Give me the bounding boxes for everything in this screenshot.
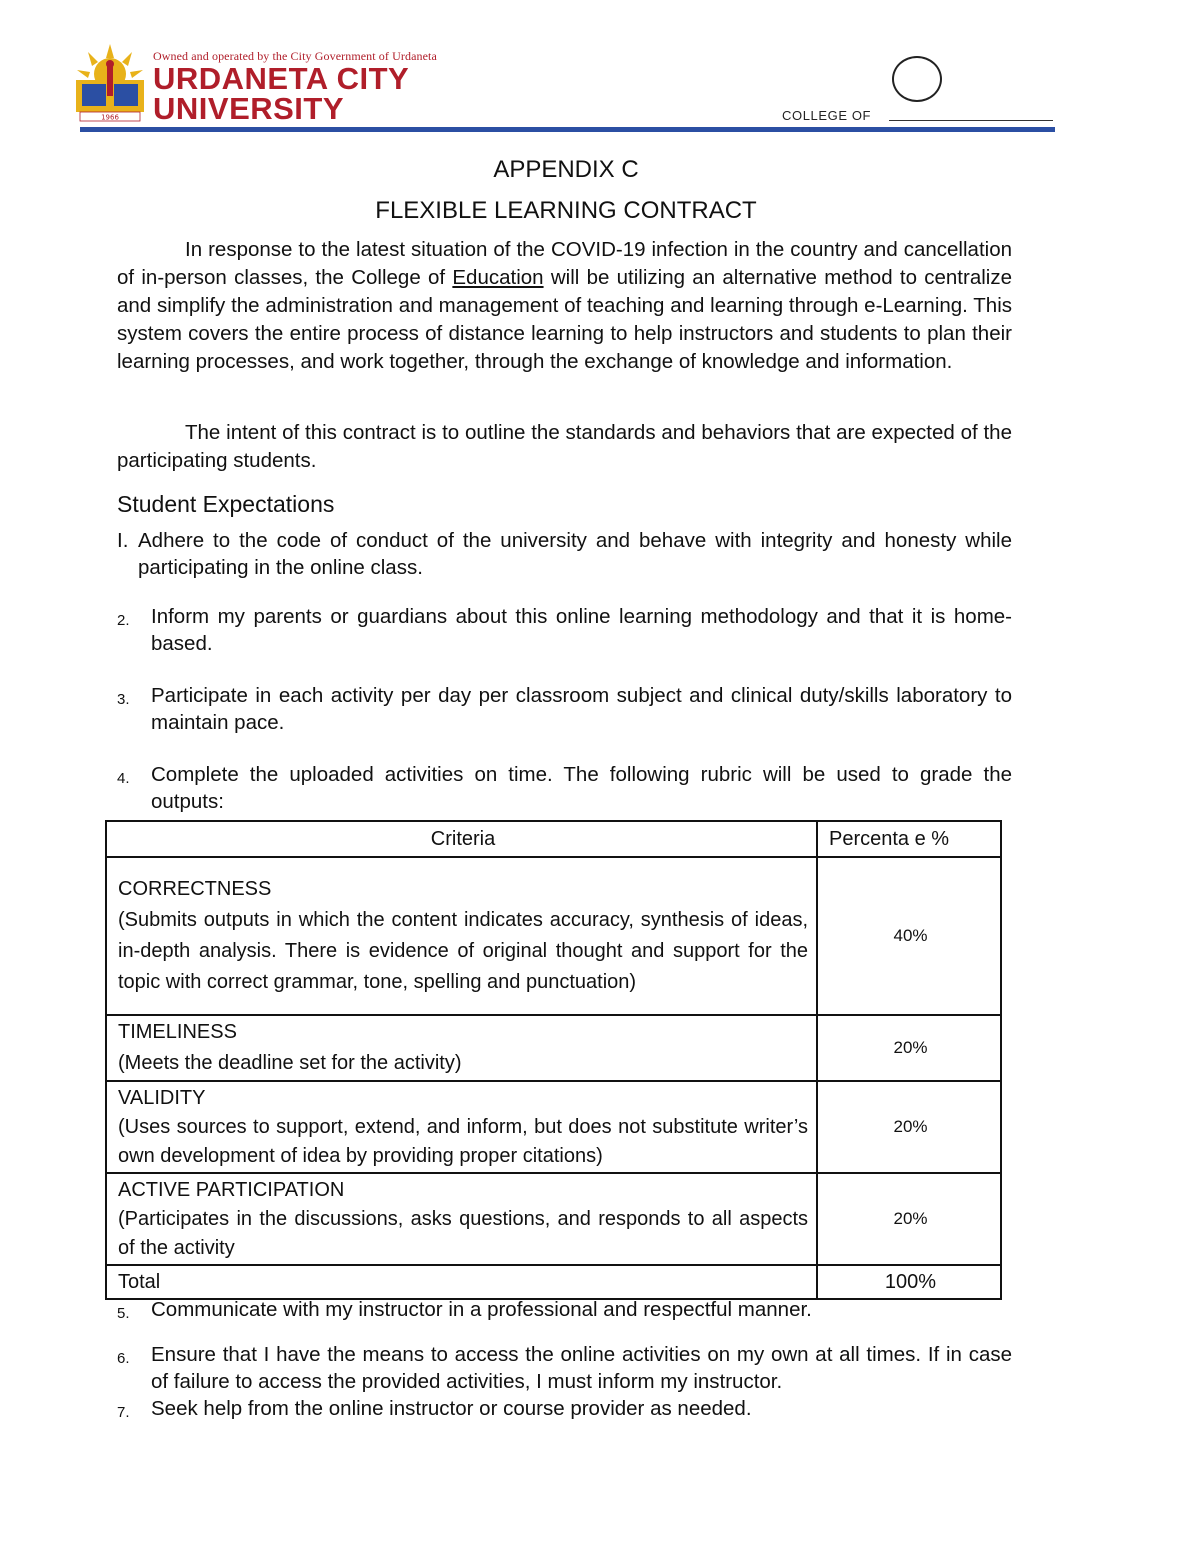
criteria-description: (Participates in the discussions, asks questions, and responds to all aspects of the activity — [118, 1207, 808, 1259]
owned-by-text: Owned and operated by the City Government of Urdaneta — [153, 49, 437, 63]
percentage-cell: 40% — [817, 857, 1001, 1015]
university-logo-icon — [74, 42, 146, 122]
contract-title: FLEXIBLE LEARNING CONTRACT — [375, 197, 757, 224]
percentage-header: Percenta e % — [817, 821, 1001, 857]
expectation-item — [117, 761, 1012, 815]
intent-text: The intent of this contract is to outline the standards and behaviors that are expected of the participating students. — [117, 421, 1012, 472]
expectation-item — [117, 1296, 1012, 1323]
item-text-content: Adhere to the code of conduct of the university and behave with integrity and honesty while participating in the online class. — [138, 529, 1012, 579]
criteria-header: Criteria — [106, 821, 817, 857]
item-number: 7. — [117, 1404, 130, 1421]
criteria-description: (Meets the deadline set for the activity) — [118, 1052, 462, 1074]
expectation-item — [117, 527, 1012, 581]
criteria-name: ACTIVE PARTICIPATION — [118, 1178, 345, 1201]
university-name-line1: URDANETA CITY — [153, 61, 410, 96]
college-seal-placeholder — [892, 56, 942, 102]
item-number: 3. — [117, 691, 130, 708]
criteria-name: TIMELINESS — [118, 1021, 237, 1043]
item-text — [138, 527, 1012, 581]
intro-text-start: In response to the latest situation of the COVID-19 infection in the country and cancellation of in-person classes, the College of — [117, 238, 1012, 289]
expectation-item — [117, 1341, 1012, 1395]
appendix-title: APPENDIX C — [493, 156, 639, 183]
criteria-description: (Submits outputs in which the content indicates accuracy, synthesis of ideas, in-depth analysis. There is evidence of original thought and support for the topic with correct grammar, tone, spelling and punctuation) — [118, 909, 808, 993]
expectation-item — [117, 682, 1012, 736]
rubric-table — [105, 820, 1002, 1300]
table-row — [106, 1081, 1001, 1173]
percentage-cell: 20% — [817, 1015, 1001, 1081]
letterhead — [0, 0, 1200, 145]
section-heading: Student Expectations — [117, 491, 335, 517]
college-blank-line — [889, 120, 1053, 121]
intent-paragraph — [117, 419, 1012, 475]
table-row — [106, 857, 1001, 1015]
table-total-row — [106, 1265, 1001, 1299]
percentage-cell: 20% — [817, 1081, 1001, 1173]
intro-paragraph — [117, 236, 1012, 376]
table-header-row — [106, 821, 1001, 857]
criteria-cell — [106, 1015, 817, 1081]
item-text: Complete the uploaded activities on time. The following rubric will be used to grade the outputs: — [151, 763, 1012, 813]
criteria-cell — [106, 1173, 817, 1265]
item-text: Inform my parents or guardians about this online learning methodology and that it is home-based. — [151, 605, 1012, 655]
item-text: Seek help from the online instructor or course provider as needed. — [151, 1397, 752, 1420]
college-name: Education — [452, 266, 544, 289]
item-number: 2. — [117, 612, 130, 629]
university-name-line2: UNIVERSITY — [153, 91, 345, 126]
criteria-name: CORRECTNESS — [118, 878, 272, 900]
item-text: Ensure that I have the means to access the online activities on my own at all times. If in case of failure to access the provided activities, I must inform my instructor. — [151, 1343, 1012, 1393]
percentage-cell: 20% — [817, 1173, 1001, 1265]
table-row — [106, 1173, 1001, 1265]
item-text: Communicate with my instructor in a professional and respectful manner. — [151, 1298, 812, 1321]
item-number: 6. — [117, 1350, 130, 1367]
logo-year: 1966 — [101, 113, 119, 122]
total-percentage: 100% — [817, 1265, 1001, 1299]
criteria-cell — [106, 857, 817, 1015]
total-label: Total — [106, 1265, 817, 1299]
criteria-name: VALIDITY — [118, 1086, 206, 1109]
header-rule — [80, 127, 1055, 132]
criteria-description: (Uses sources to support, extend, and inform, but does not substitute writer’s own development of idea by providing proper citations) — [118, 1115, 808, 1167]
expectation-item — [117, 1395, 1012, 1422]
expectation-item — [117, 603, 1012, 657]
item-number: 4. — [117, 770, 130, 787]
table-row — [106, 1015, 1001, 1081]
item-text: Participate in each activity per day per classroom subject and clinical duty/skills laboratory to maintain pace. — [151, 684, 1012, 734]
intro-text-end: will be utilizing an alternative method to centralize and simplify the administration and management of teaching and learning through e-Learning. This system covers the entire process of distance learning to help instructors and students to plan their learning processes, and work together, through the exchange of knowledge and information. — [117, 266, 1012, 373]
item-number: 5. — [117, 1305, 130, 1322]
criteria-cell — [106, 1081, 817, 1173]
college-label: COLLEGE OF — [782, 108, 872, 123]
item-number: I. — [117, 529, 129, 552]
